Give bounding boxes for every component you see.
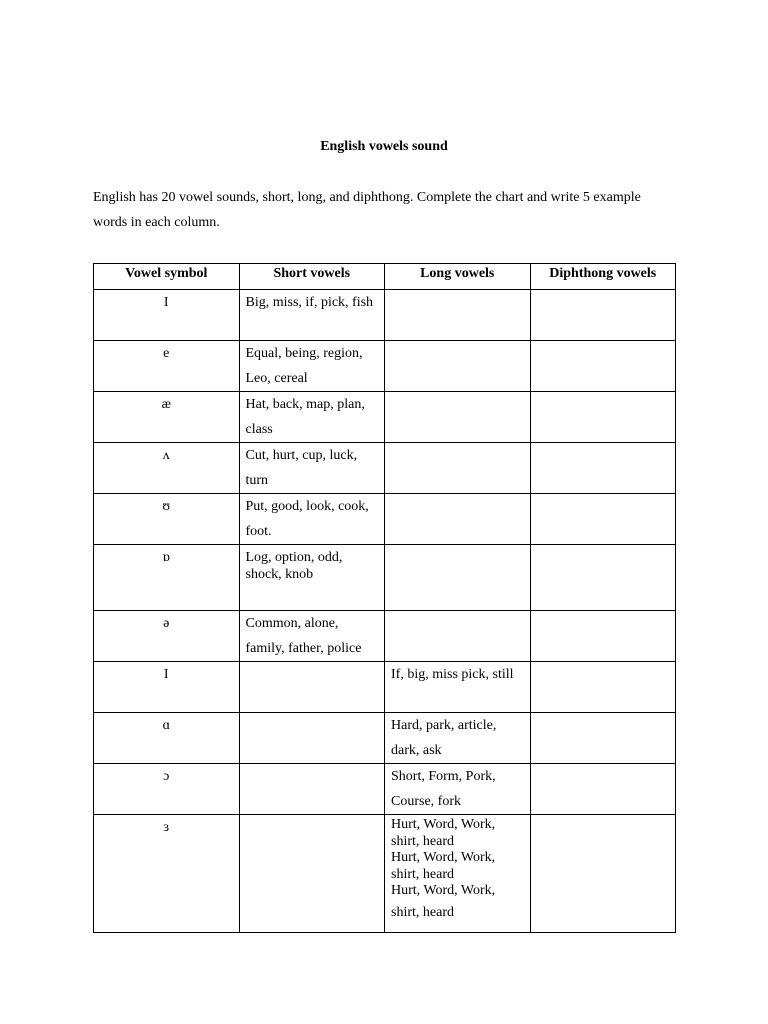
header-short-vowels: Short vowels — [239, 264, 385, 290]
diphthong-vowels-cell — [530, 443, 676, 494]
vowel-symbol-cell: ʊ — [94, 494, 240, 545]
long-vowels-cell — [385, 443, 531, 494]
vowels-table — [93, 263, 676, 933]
header-diphthong-vowels: Diphthong vowels — [530, 264, 676, 290]
long-vowels-cell — [385, 392, 531, 443]
vowel-symbol-cell: I — [94, 290, 240, 341]
short-vowels-cell — [239, 815, 385, 933]
short-vowels-cell — [239, 545, 385, 611]
vowel-symbol-cell: ɜ — [94, 815, 240, 933]
table-header-row — [94, 264, 676, 290]
document-title: English vowels sound — [320, 139, 448, 154]
long-vowels-cell — [385, 341, 531, 392]
short-vowels-cell — [239, 662, 385, 713]
table-row — [94, 764, 676, 815]
table-row — [94, 290, 676, 341]
table-row — [94, 611, 676, 662]
long-vowels-text: Hurt, Word, Work, — [391, 883, 496, 898]
long-vowels-cell — [385, 494, 531, 545]
table-row — [94, 713, 676, 764]
long-vowels-cell: Hard, park, article, dark, ask — [385, 713, 531, 764]
long-vowels-cell — [385, 545, 531, 611]
diphthong-vowels-cell — [530, 611, 676, 662]
short-vowels-cell: Common, alone, family, father, police — [239, 611, 385, 662]
table-row — [94, 662, 676, 713]
diphthong-vowels-cell — [530, 713, 676, 764]
long-vowels-text: Hurt, Word, Work, shirt, heard — [391, 817, 496, 849]
long-vowels-cell — [385, 815, 531, 933]
diphthong-vowels-cell — [530, 815, 676, 933]
diphthong-vowels-cell — [530, 545, 676, 611]
long-vowels-text: shirt, heard — [391, 904, 454, 920]
vowel-symbol-cell: I — [94, 662, 240, 713]
vowel-symbol-cell: ɔ — [94, 764, 240, 815]
short-vowels-cell: Cut, hurt, cup, luck, turn — [239, 443, 385, 494]
table-row — [94, 443, 676, 494]
short-vowels-text: Log, option, odd, shock, knob — [245, 550, 343, 582]
vowel-symbol-cell: e — [94, 341, 240, 392]
diphthong-vowels-cell — [530, 341, 676, 392]
vowel-symbol-cell: ʌ — [94, 443, 240, 494]
short-vowels-cell — [239, 764, 385, 815]
long-vowels-cell: If, big, miss pick, still — [385, 662, 531, 713]
table-row — [94, 392, 676, 443]
vowel-symbol-cell: æ — [94, 392, 240, 443]
short-vowels-cell: Big, miss, if, pick, fish — [239, 290, 385, 341]
header-vowel-symbol: Vowel symbol — [94, 264, 240, 290]
short-vowels-cell: Hat, back, map, plan, class — [239, 392, 385, 443]
diphthong-vowels-cell — [530, 290, 676, 341]
short-vowels-cell: Equal, being, region, Leo, cereal — [239, 341, 385, 392]
diphthong-vowels-cell — [530, 392, 676, 443]
table-row — [94, 815, 676, 933]
long-vowels-cell — [385, 611, 531, 662]
long-vowels-text: Hurt, Word, Work, shirt, heard — [391, 850, 496, 882]
table-row — [94, 494, 676, 545]
intro-paragraph: English has 20 vowel sounds, short, long, and diphthong. Complete the chart and write 5 example words in each column. — [93, 190, 641, 230]
long-vowels-cell: Short, Form, Pork, Course, fork — [385, 764, 531, 815]
header-long-vowels: Long vowels — [385, 264, 531, 290]
diphthong-vowels-cell — [530, 662, 676, 713]
vowel-symbol-cell: ɒ — [94, 545, 240, 611]
vowel-symbol-cell: ɑ — [94, 713, 240, 764]
diphthong-vowels-cell — [530, 764, 676, 815]
vowel-symbol-cell: ə — [94, 611, 240, 662]
short-vowels-cell — [239, 713, 385, 764]
table-row — [94, 341, 676, 392]
short-vowels-cell: Put, good, look, cook, foot. — [239, 494, 385, 545]
diphthong-vowels-cell — [530, 494, 676, 545]
long-vowels-cell — [385, 290, 531, 341]
table-row — [94, 545, 676, 611]
